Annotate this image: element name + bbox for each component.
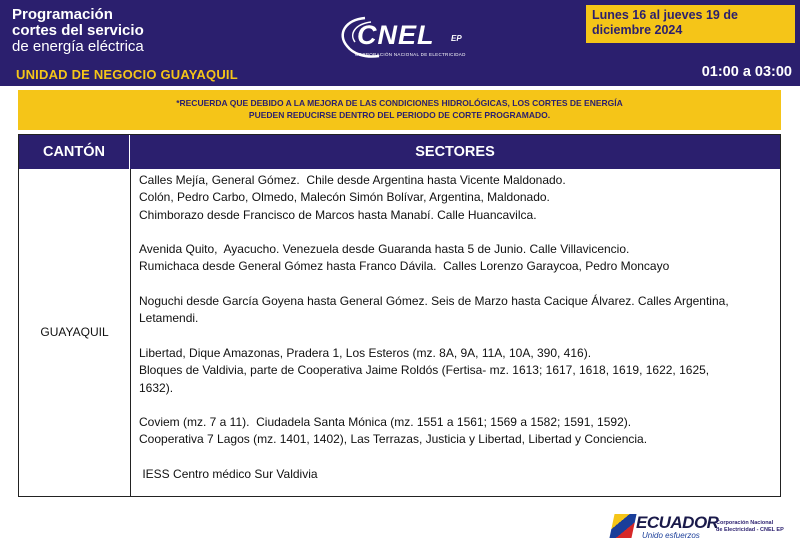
column-header-canton: CANTÓN bbox=[19, 135, 130, 169]
sector-line: 1632). bbox=[139, 380, 174, 395]
column-header-sectores: SECTORES bbox=[415, 144, 495, 160]
sector-group bbox=[139, 241, 775, 276]
date-line-2: diciembre 2024 bbox=[592, 23, 683, 37]
header-band bbox=[0, 0, 800, 86]
date-range-box bbox=[586, 5, 795, 43]
logo-suffix: EP bbox=[451, 34, 462, 43]
sector-group bbox=[139, 466, 775, 483]
sector-group bbox=[139, 293, 775, 328]
sector-line: IESS Centro médico Sur Valdivia bbox=[139, 467, 318, 482]
sector-group bbox=[139, 414, 775, 449]
sector-line: Libertad, Dique Amazonas, Pradera 1, Los Esteros (mz. 8A, 9A, 11A, 10A, 390, 416). bbox=[139, 345, 592, 360]
sector-line: Calles Mejía, General Gómez. Chile desde Argentina hasta Vicente Maldonado. bbox=[139, 173, 566, 187]
sector-line: Rumichaca desde General Gómez hasta Franco Dávila. Calles Lorenzo Garaycoa, Pedro Moncayo bbox=[139, 259, 670, 274]
canton-cell: GUAYAQUIL bbox=[40, 325, 109, 339]
footer-branding bbox=[612, 512, 792, 542]
page-title bbox=[12, 7, 144, 55]
notice-line-2: PUEDEN REDUCIRSE DENTRO DEL PERIODO DE CORTE PROGRAMADO. bbox=[248, 110, 551, 120]
corp-line-1: Corporación Nacional bbox=[716, 520, 774, 526]
sector-line: Bloques de Valdivia, parte de Cooperativa Jaime Roldós (Fertisa- mz. 1613; 1617, 1618, 1619, 1622, 1625, bbox=[139, 363, 710, 378]
corp-name bbox=[716, 520, 796, 534]
sector-line: Colón, Pedro Carbo, Olmedo, Malecón Simón Bolívar, Argentina, Maldonado. bbox=[139, 190, 550, 205]
cnel-logo bbox=[335, 12, 475, 64]
sector-group bbox=[139, 345, 775, 397]
sector-line: Avenida Quito, Ayacucho. Venezuela desde Guaranda hasta 5 de Junio. Calle Villavicencio. bbox=[139, 242, 630, 257]
title-line-1: Programación bbox=[12, 6, 113, 23]
column-divider bbox=[130, 169, 131, 496]
sector-group bbox=[139, 172, 775, 224]
sectores-cell bbox=[139, 172, 775, 483]
title-line-2: cortes del servicio bbox=[12, 22, 144, 39]
table-header-row bbox=[19, 135, 780, 169]
sector-line: Noguchi desde García Goyena hasta General Gómez. Seis de Marzo hasta Cacique Álvarez. Calles Argentina, bbox=[139, 294, 729, 309]
sector-line: Chimborazo desde Francisco de Marcos hasta Manabí. Calle Huancavilca. bbox=[139, 207, 537, 222]
sector-line: Cooperativa 7 Lagos (mz. 1401, 1402), Las Terrazas, Justicia y Libertad, Libertad y Conciencia. bbox=[139, 432, 648, 447]
corp-line-2: de Electricidad - CNEL EP bbox=[716, 527, 784, 533]
ecuador-flag-icon bbox=[609, 514, 636, 538]
sector-line: Coviem (mz. 7 a 11). Ciudadela Santa Mónica (mz. 1551 a 1561; 1569 a 1582; 1591, 1592). bbox=[139, 415, 632, 430]
outage-table bbox=[18, 134, 781, 497]
ecuador-brand: ECUADOR bbox=[636, 513, 719, 532]
time-range: 01:00 a 03:00 bbox=[701, 64, 792, 80]
notice-line-1: *RECUERDA QUE DEBIDO A LA MEJORA DE LAS CONDICIONES HIDROLÓGICAS, LOS CORTES DE ENERGÍA bbox=[176, 98, 623, 108]
logo-text: CNEL bbox=[357, 20, 435, 50]
sector-line: Letamendi. bbox=[139, 311, 199, 326]
hydrology-notice bbox=[18, 90, 781, 130]
title-line-3: de energía eléctrica bbox=[12, 38, 144, 55]
business-unit-label: UNIDAD DE NEGOCIO GUAYAQUIL bbox=[16, 67, 238, 82]
ecuador-tagline: Unido esfuerzos bbox=[642, 531, 700, 540]
date-line-1: Lunes 16 al jueves 19 de bbox=[592, 8, 738, 22]
logo-subtitle: CORPORACIÓN NACIONAL DE ELECTRICIDAD bbox=[355, 52, 466, 57]
